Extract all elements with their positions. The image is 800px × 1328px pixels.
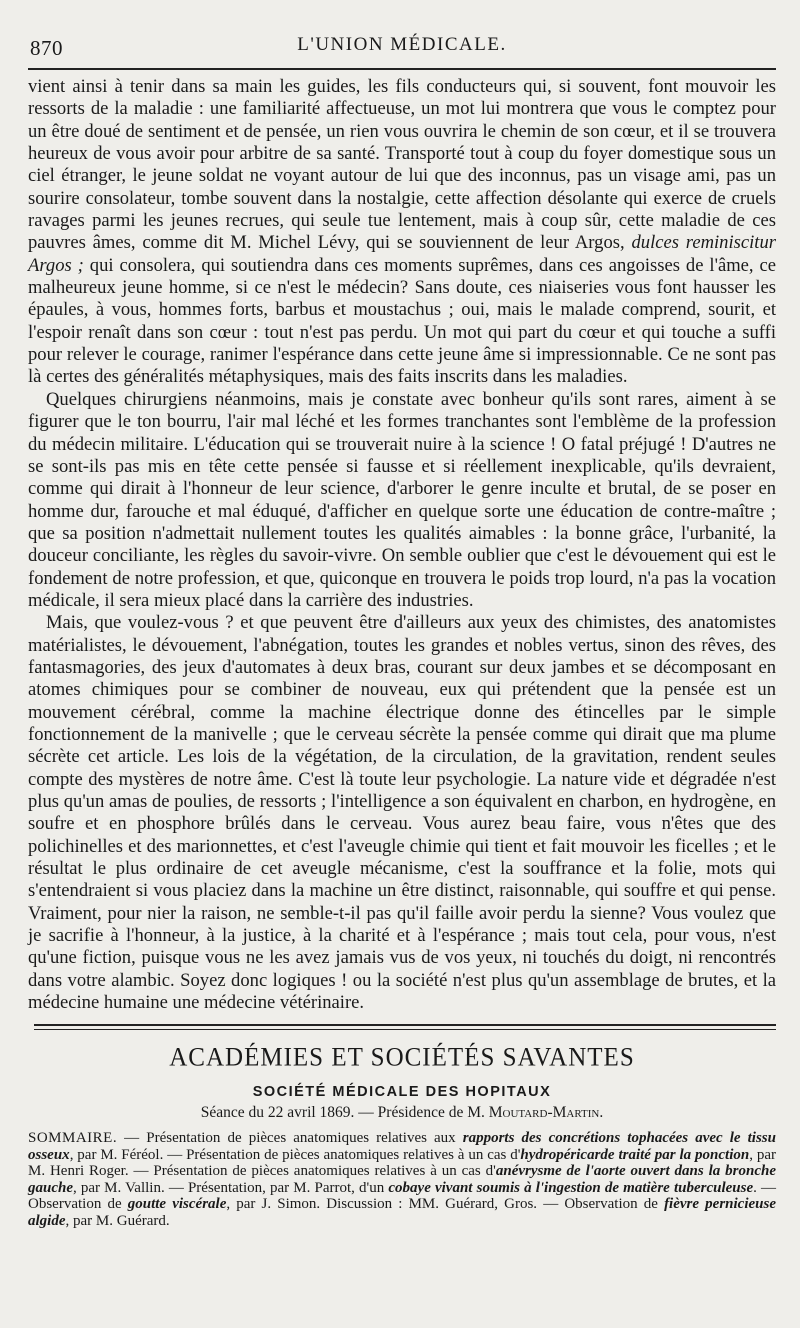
section-divider (34, 1024, 776, 1030)
sommaire-text: . — Observation de (28, 1179, 776, 1213)
session-prefix: Séance du 22 avril 1869. — Présidence de M. (200, 1104, 489, 1122)
paragraph (28, 389, 776, 612)
paragraph (28, 612, 776, 1014)
sommaire-topic: hydropéricarde traité par la ponction (520, 1146, 750, 1163)
text-run: vient ainsi à tenir dans sa main les guides, les fils conducteurs qui, si souvent, font mouvoir les ressorts de la maladie : une familiarité affectueuse, un mot lui montrera que vous le comptez pour un être doué de sentiment et de pensée, un rien vous ouvrira le chemin de son cœur, et il se trouvera heureux de vous avoir pour arbitre de sa santé. Transporté tout à coup du foyer domestique sous un ciel étranger, le jeune soldat ne voyant autour de lui que des inconnus, pas un visage ami, pas un sourire consolateur, tombe souvent dans la nostalgie, cette affection désolante qui exerce de cruels ravages parmi les jeunes recrues, qui seule tue lentement, mais à coup sûr, cette maladie de ces pauvres âmes, comme dit M. Michel Lévy, qui se souviennent de leur Argos, (28, 76, 776, 254)
text-run: Mais, que voulez-vous ? et que peuvent être d'ailleurs aux yeux des chimistes, des anatomistes matérialistes, le dévouement, l'abnégation, toutes les grandes et nobles vertus, sinon des rêves, des fantasmagories, des jeux d'automates à deux bras, courant sur deux jambes et se décomposant en atomes chimiques pour se combiner de nouveau, eux qui prétendent que la pensée est un mouvement cérébral, comme la machine électrique donne des étincelles par le simple fonctionnement de la manivelle ; que le cerveau sécrète la pensée comme qui dirait que ma plume sécrète cet article. Les lois de la végétation, de la circulation, de la gravitation, rendent seules compte des mystères de notre âme. C'est là toute leur psychologie. La nature vide et dégradée n'est plus qu'un amas de poulies, de ressorts ; l'intelligence a son équivalent en charbon, en hydrogène, en soufre et en phosphore brûlés dans le cerveau. Vous aurez beau faire, vous n'êtes que des polichinelles et des marionnettes, et c'est l'aveugle chimie qui tient et fait mouvoir les ficelles ; et le résultat le plus ordinaire de cet aveugle mécanisme, c'est la souffrance et la folie, mots qui s'entendraient si vous placiez dans la machine un être distinct, raisonnable, qui souffre et qui pense. Vraiment, pour nier la raison, ne semble-t-il pas qu'il faille avoir perdu la sienne? Vous voulez que je sacrifie à l'honneur, à la justice, à la charité et à l'espérance ; mais tout cela, pour vous, n'est qu'une fiction, puisque vous ne les avez jamais vus de vos yeux, ni touchés du doigt, ni rencontrés dans votre alambic. Soyez donc logiques ! ou la société n'est plus qu'un assemblage de brutes, et la médecine humaine une médecine vétérinaire. (28, 612, 776, 1014)
sommaire-label: SOMMAIRE. (28, 1130, 118, 1147)
article-body (28, 76, 776, 1014)
italic-phrase: dulces reminiscitur Argos ; (28, 232, 776, 276)
section-title: ACADÉMIES ET SOCIÉTÉS SAVANTES (169, 1043, 635, 1073)
paragraph (28, 76, 776, 389)
sommaire (28, 1130, 776, 1229)
header-rule (28, 68, 776, 70)
sommaire-text: , par M. Féréol. — Présentation de pièces anatomiques relatives à un cas d' (69, 1146, 521, 1163)
page-header (28, 34, 776, 64)
sommaire-topic: fièvre pernicieuse algide (28, 1196, 776, 1229)
sommaire-topic: goutte viscérale (127, 1196, 227, 1213)
session-president: Moutard-Martin (488, 1104, 600, 1122)
text-run: qui consolera, qui soutiendra dans ces moments suprêmes, dans ces angoisses de l'âme, ce malheureux jeune homme, si ce n'est le médecin? Sans doute, ces niaiseries vous font hausser les épaules, à vous, hommes forts, barbus et moustachus ; oui, mais le malade comprend, sourit, et l'espoir renaît dans son cœur : tout n'est pas perdu. Un mot qui part du cœur et qui touche a suffi pour relever le courage, ranimer l'espérance dans cette jeune âme si impressionnable. Ce ne sont pas là certes des généralités métaphysiques, mais des faits inscrits dans les maladies. (28, 254, 776, 388)
sommaire-text: — Présentation de pièces anatomiques relatives aux (117, 1130, 463, 1147)
sommaire-topic: cobaye vivant soumis à l'ingestion de matière tuberculeuse (388, 1179, 754, 1196)
session-suffix: . (599, 1104, 604, 1122)
society-title: SOCIÉTÉ MÉDICALE DES HOPITAUX (252, 1084, 552, 1101)
sommaire-text: , par M. Vallin. — Présentation, par M. Parrot, d'un (73, 1179, 389, 1196)
running-title: L'UNION MÉDICALE. (297, 34, 507, 55)
sommaire-text: , par M. Guérard. (65, 1212, 170, 1229)
session-line (28, 1104, 776, 1122)
page-number: 870 (30, 36, 63, 60)
sommaire-topic: rapports des concrétions tophacées avec le tissu osseux (28, 1130, 776, 1163)
sommaire-text: , par J. Simon. Discussion : MM. Guérard, Gros. — Observation de (226, 1196, 665, 1213)
text-run: Quelques chirurgiens néanmoins, mais je constate avec bonheur qu'ils sont rares, aiment à se figurer que le ton bourru, l'air mal léché et les formes tranchantes sont l'emblème de la profession du médecin militaire. L'éducation qui se trouverait nuire à la science ! O fatal préjugé ! D'autres ne se sont-ils pas mis en tête cette pensée si fausse et si réellement inexplicable, qu'ils devraient, comme qui dirait à l'honneur de leur science, d'arborer le genre inculte et brutal, de se poser en homme dur, farouche et mal éduqué, d'afficher en quelque sorte une éducation de contre-maître ; que sa position n'admettait nullement toutes les qualités aimables : la bonne grâce, l'urbanité, la douceur conciliante, les règles du savoir-vivre. On semble oublier que c'est le dévouement qui est le fondement de notre profession, et que, quiconque en trouvera le poids trop lourd, n'a pas la vocation médicale, il sera mieux placé dans la carrière des industries. (28, 388, 776, 611)
sommaire-text: , par M. Henri Roger. — Présentation de pièces anatomiques relatives à un cas d' (28, 1146, 776, 1180)
sommaire-topic: anévrysme de l'aorte ouvert dans la bronche gauche (28, 1163, 776, 1196)
